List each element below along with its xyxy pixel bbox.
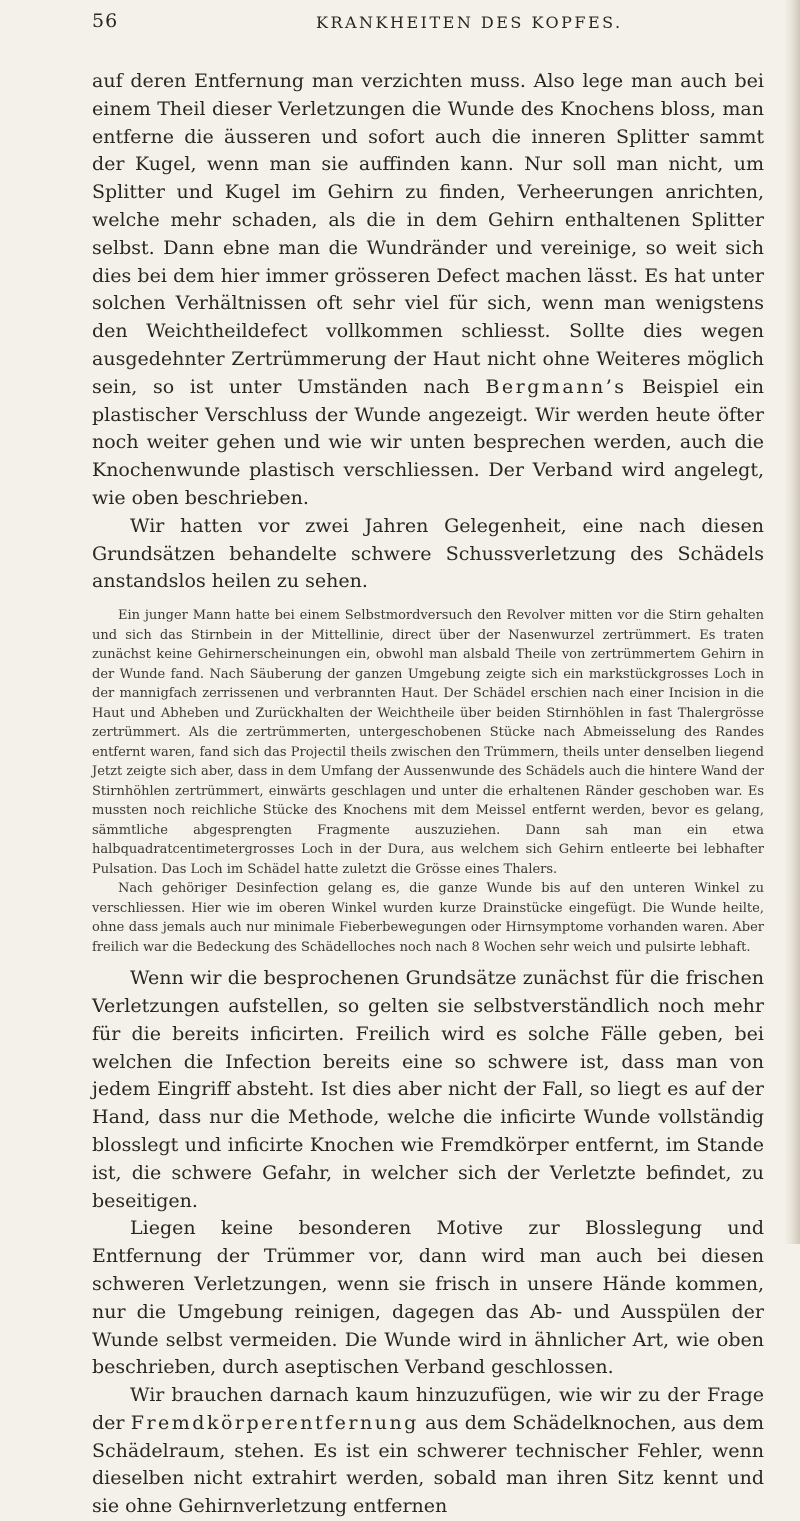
paragraph-2: Wir hatten vor zwei Jahren Gelegenheit, eine nach diesen Grundsätzen behandelte schwere Schussverletzung des Schädels anstandslos heilen zu sehen. bbox=[92, 514, 764, 593]
case-report-paragraph-2: Nach gehöriger Desinfection gelang es, die ganze Wunde bis auf den unteren Winkel zu verschliessen. Hier wie im oberen Winkel wurden kurze Drainstücke eingefügt. Die Wunde heilte, ohne dass jemals auch nur minimale Fieberbewegungen oder Hirnsymptome vorhanden waren. Aber freilich war die Bedeckung des Schädelloches noch nach 8 Wochen sehr weich und pulsirte lebhaft. bbox=[92, 881, 764, 955]
paragraph-1-rest: Beispiel ein plastischer Verschluss der Wunde angezeigt. Wir werden heute öfter noch weiter gehen und wie wir unten besprechen werden, auch die Knochenwunde plastisch verschliessen. Der Verband wird angelegt, wie oben beschrieben. bbox=[92, 375, 764, 509]
paragraph-5 bbox=[92, 1382, 764, 1521]
case-report bbox=[92, 606, 764, 957]
paragraph-5-rest: aus dem Schädelknochen, aus dem Schädelraum, stehen. Es ist ein schwerer technischer Fehler, wenn dieselben nicht extrahirt werden, sobald man ihren Sitz kennt und sie ohne Gehirnverletzung entfernen bbox=[92, 1411, 765, 1518]
paragraph-3: Wenn wir die besprochenen Grundsätze zunächst für die frischen Verletzungen aufstellen, so gelten sie selbstverständlich noch mehr für die bereits inficirten. Freilich wird es solche Fälle geben, bei welchen die Infection bereits eine so schwere ist, dass man von jedem Eingriff absteht. Ist dies aber nicht der Fall, so liegt es auf der Hand, dass nur die Methode, welche die inficirte Wunde vollständig blosslegt und inficirte Knochen wie Fremdkörper entfernt, im Stande ist, die schwere Gefahr, in welcher sich der Verletzte befindet, zu beseitigen. bbox=[92, 967, 764, 1212]
page-body bbox=[92, 68, 764, 1521]
paragraph-1-text: auf deren Entfernung man verzichten muss. Also lege man auch bei einem Theil dieser Verletzungen die Wunde des Knochens bloss, man entferne die äusseren und sofort auch die inneren Splitter sammt der Kugel, wenn man sie auffinden kann. Nur soll man nicht, um Splitter und Kugel im Gehirn zu finden, Verheerungen anrichten, welche mehr schaden, als die in dem Gehirn enthaltenen Splitter selbst. Dann ebne man die Wundränder und vereinige, so weit sich dies bei dem hier immer grösseren Defect machen lässt. Es hat unter solchen Verhältnissen oft sehr viel für sich, wenn man wenigstens den Weichtheildefect vollkommen schliesst. Sollte dies wegen ausgedehnter Zertrümmerung der Haut nicht ohne Weiteres möglich sein, so ist unter Umständen nach bbox=[92, 70, 764, 398]
author-name-bergmann: Bergmann’s bbox=[485, 375, 627, 398]
running-title: KRANKHEITEN DES KOPFES. bbox=[316, 13, 623, 32]
paragraph-1 bbox=[92, 68, 764, 513]
case-report-paragraph-1: Ein junger Mann hatte bei einem Selbstmordversuch den Revolver mitten vor die Stirn gehalten und sich das Stirnbein in der Mittellinie, direct über der Nasenwurzel zertrümmert. Es traten zunächst keine Gehirnerscheinungen ein, obwohl man alsbald Theile von zertrümmertem Gehirn in der Wunde fand. Nach Säuberung der ganzen Umgebung zeigte sich ein markstückgrosses Loch in der mannigfach zerrissenen und verbrannten Haut. Der Schädel erschien nach einer Incision in die Haut und Abheben und Zurückhalten der Weichtheile über beiden Stirnhöhlen in fast Thalergrösse zertrümmert. Als die zertrümmerten, untergeschobenen Stücke nach Abmeisselung des Randes entfernt waren, fand sich das Projectil theils zwischen den Trümmern, theils unter denselben liegend Jetzt zeigte sich aber, dass in dem Umfang der Aussenwunde des Schädels auch die hintere Wand der Stirnhöhlen zertrümmert, einwärts geschlagen und unter die erhaltenen Ränder geschoben war. Es mussten noch reichliche Stücke des Knochens mit dem Meissel entfernt werden, bevor es gelang, sämmtliche abgesprengten Fragmente auszuziehen. Dann sah man ein etwa halbquadratcentimetergrosses Loch in der Dura, aus welchem sich Gehirn entleerte bei lebhafter Pulsation. Das Loch im Schädel hatte zuletzt die Grösse eines Thalers. bbox=[92, 608, 764, 877]
paragraph-4: Liegen keine besonderen Motive zur Blosslegung und Entfernung der Trümmer vor, dann wird man auch bei diesen schweren Verletzungen, wenn sie frisch in unsere Hände kommen, nur die Umgebung reinigen, dagegen das Ab- und Ausspülen der Wunde selbst vermeiden. Die Wunde wird in ähnlicher Art, wie oben beschrieben, durch aseptischen Verband geschlossen. bbox=[92, 1217, 764, 1379]
page-header bbox=[92, 10, 772, 40]
term-fremdkoerperentfernung: Fremdkörperentfernung bbox=[130, 1411, 419, 1434]
paragraph-5-text: Wir brauchen darnach kaum hinzuzufügen, wie wir zu der Frage der bbox=[92, 1384, 764, 1434]
page-edge bbox=[784, 0, 800, 1244]
page-number: 56 bbox=[92, 10, 119, 32]
